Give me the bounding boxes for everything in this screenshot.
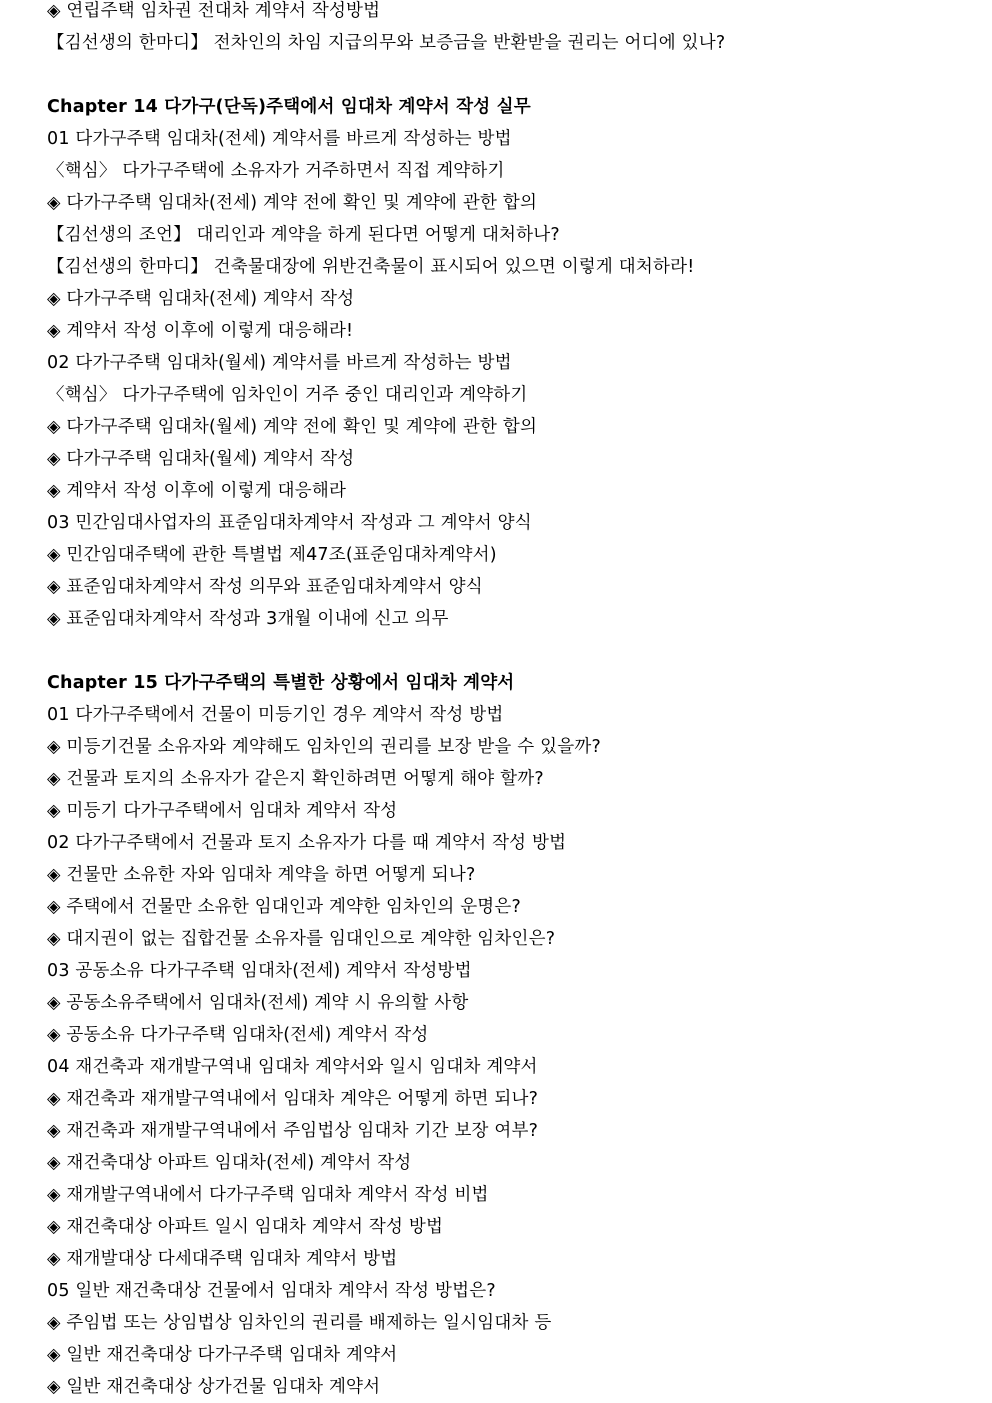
section-title: 03 민간임대사업자의 표준임대차계약서 작성과 그 계약서 양식 (47, 513, 532, 533)
section-title: 05 일반 재건축대상 건물에서 임대차 계약서 작성 방법은? (47, 1281, 496, 1301)
bullet-item: ◈ 재개발구역내에서 다가구주택 임대차 계약서 작성 비법 (47, 1185, 489, 1205)
bullet-item: ◈ 연립주택 임차권 전대차 계약서 작성방법 (47, 1, 381, 21)
bullet-item: ◈ 다가구주택 임대차(월세) 계약서 작성 (47, 449, 355, 469)
section-title: 02 다가구주택에서 건물과 토지 소유자가 다를 때 계약서 작성 방법 (47, 833, 567, 853)
core-item: 〈핵심〉 다가구주택에 소유자가 거주하면서 직접 계약하기 (47, 161, 505, 181)
bullet-item: ◈ 대지권이 없는 집합건물 소유자를 임대인으로 계약한 임차인은? (47, 929, 556, 949)
bullet-item: ◈ 계약서 작성 이후에 이렇게 대응해라! (47, 321, 354, 341)
bullet-item: ◈ 미등기 다가구주택에서 임대차 계약서 작성 (47, 801, 398, 821)
bullet-item: ◈ 건물만 소유한 자와 임대차 계약을 하면 어떻게 되나? (47, 865, 476, 885)
bullet-item: ◈ 표준임대차계약서 작성과 3개월 이내에 신고 의무 (47, 609, 449, 629)
bullet-item: ◈ 재건축과 재개발구역내에서 주임법상 임대차 기간 보장 여부? (47, 1121, 539, 1141)
bullet-item: ◈ 공동소유 다가구주택 임대차(전세) 계약서 작성 (47, 1025, 429, 1045)
bullet-item: ◈ 미등기건물 소유자와 계약해도 임차인의 권리를 보장 받을 수 있을까? (47, 737, 601, 757)
bullet-item: ◈ 주택에서 건물만 소유한 임대인과 계약한 임차인의 운명은? (47, 897, 522, 917)
blank-line (47, 59, 977, 91)
bullet-item: ◈ 표준임대차계약서 작성 의무와 표준임대차계약서 양식 (47, 577, 483, 597)
table-of-contents (47, 0, 977, 1403)
section-title: 04 재건축과 재개발구역내 임대차 계약서와 일시 임대차 계약서 (47, 1057, 538, 1077)
bullet-item: ◈ 일반 재건축대상 다가구주택 임대차 계약서 (47, 1345, 398, 1365)
bullet-item: ◈ 민간임대주택에 관한 특별법 제47조(표준임대차계약서) (47, 545, 497, 565)
bullet-item: ◈ 재건축과 재개발구역내에서 임대차 계약은 어떻게 하면 되나? (47, 1089, 539, 1109)
section-title: 02 다가구주택 임대차(월세) 계약서를 바르게 작성하는 방법 (47, 353, 512, 373)
section-title: 03 공동소유 다가구주택 임대차(전세) 계약서 작성방법 (47, 961, 472, 981)
note-item: 【김선생의 조언】 대리인과 계약을 하게 된다면 어떻게 대처하나? (47, 225, 560, 245)
note-item: 【김선생의 한마디】 건축물대장에 위반건축물이 표시되어 있으면 이렇게 대처하라! (47, 257, 695, 277)
bullet-item: ◈ 다가구주택 임대차(월세) 계약 전에 확인 및 계약에 관한 합의 (47, 417, 538, 437)
bullet-item: ◈ 재건축대상 아파트 일시 임대차 계약서 작성 방법 (47, 1217, 444, 1237)
bullet-item: ◈ 재건축대상 아파트 임대차(전세) 계약서 작성 (47, 1153, 412, 1173)
blank-line (47, 635, 977, 667)
section-title: 01 다가구주택 임대차(전세) 계약서를 바르게 작성하는 방법 (47, 129, 512, 149)
bullet-item: ◈ 일반 재건축대상 상가건물 임대차 계약서 (47, 1377, 381, 1397)
bullet-item: ◈ 다가구주택 임대차(전세) 계약서 작성 (47, 289, 355, 309)
bullet-item: ◈ 계약서 작성 이후에 이렇게 대응해라 (47, 481, 347, 501)
core-item: 〈핵심〉 다가구주택에 임차인이 거주 중인 대리인과 계약하기 (47, 385, 528, 405)
chapter-heading: Chapter 14 다가구(단독)주택에서 임대차 계약서 작성 실무 (47, 97, 531, 117)
bullet-item: ◈ 주임법 또는 상임법상 임차인의 권리를 배제하는 일시임대차 등 (47, 1313, 552, 1333)
chapter-heading: Chapter 15 다가구주택의 특별한 상황에서 임대차 계약서 (47, 673, 515, 693)
bullet-item: ◈ 재개발대상 다세대주택 임대차 계약서 방법 (47, 1249, 398, 1269)
section-title: 01 다가구주택에서 건물이 미등기인 경우 계약서 작성 방법 (47, 705, 504, 725)
note-item: 【김선생의 한마디】 전차인의 차임 지급의무와 보증금을 반환받을 권리는 어디에 있나? (47, 33, 726, 53)
bullet-item: ◈ 다가구주택 임대차(전세) 계약 전에 확인 및 계약에 관한 합의 (47, 193, 538, 213)
bullet-item: ◈ 공동소유주택에서 임대차(전세) 계약 시 유의할 사항 (47, 993, 469, 1013)
bullet-item: ◈ 건물과 토지의 소유자가 같은지 확인하려면 어떻게 해야 할까? (47, 769, 544, 789)
